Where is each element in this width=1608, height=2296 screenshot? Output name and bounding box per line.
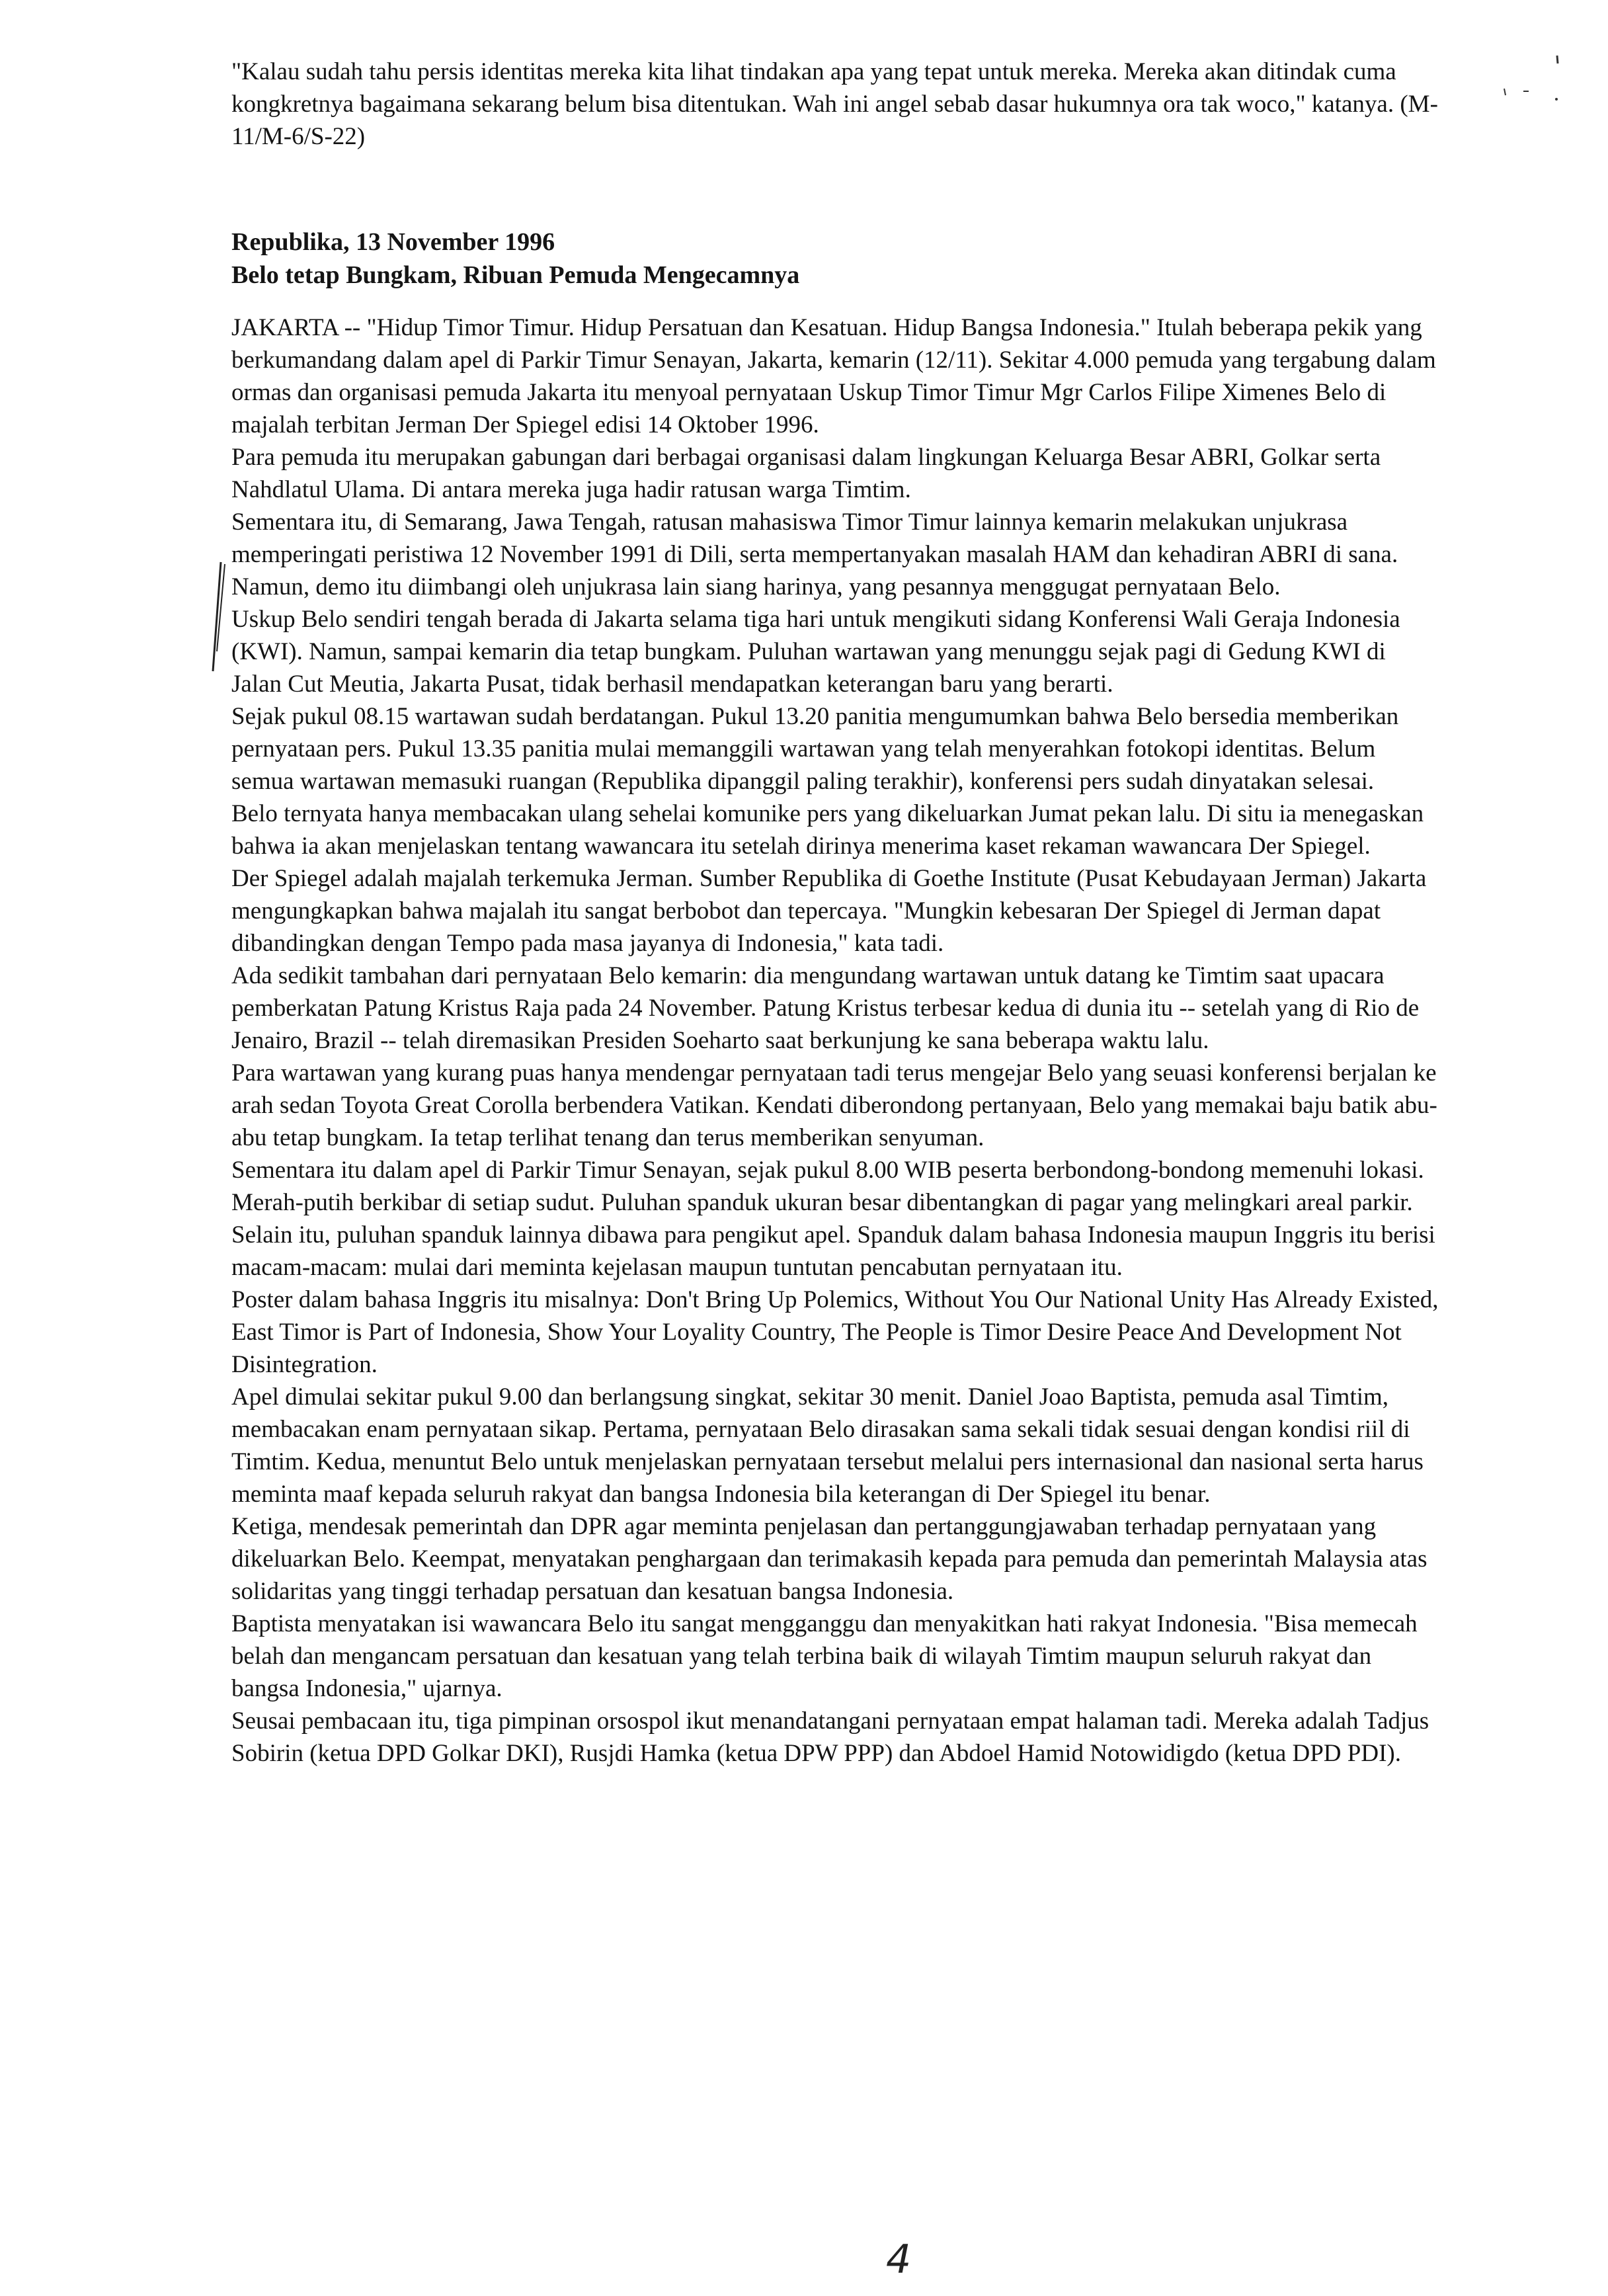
article-body: [231, 311, 1441, 1770]
article-paragraph: Sementara itu, di Semarang, Jawa Tengah, ratusan mahasiswa Timor Timur lainnya kemarin melakukan unjukrasa memperingati peristiwa 12 November 1991 di Dili, serta mempertanyakan masalah HAM dan kehadiran ABRI di sana. Namun, demo itu diimbangi oleh unjukrasa lain siang harinya, yang pesannya menggugat pernyataan Belo.: [231, 509, 1398, 600]
article-paragraph: Ketiga, mendesak pemerintah dan DPR agar meminta penjelasan dan pertanggungjawaban terhadap pernyataan yang dikeluarkan Belo. Keempat, menyatakan penghargaan dan terimakasih kepada para pemuda dan pemerintah Malaysia atas solidaritas yang tinggi terhadap persatuan dan kesatuan bangsa Indonesia.: [231, 1513, 1427, 1605]
page-number: 4: [886, 2236, 912, 2283]
margin-bracket-mark: [206, 559, 226, 678]
article-paragraph: Sementara itu dalam apel di Parkir Timur Senayan, sejak pukul 8.00 WIB peserta berbondong-bondong memenuhi lokasi. Merah-putih berkibar di setiap sudut. Puluhan spanduk ukuran besar dibentangkan di pagar yang melingkari areal parkir. Selain itu, puluhan spanduk lainnya dibawa para pengikut apel. Spanduk dalam bahasa Indonesia maupun Inggris itu berisi macam-macam: mulai dari meminta kejelasan maupun tuntutan pencabutan pernyataan itu.: [231, 1157, 1435, 1281]
document-page: [231, 56, 1441, 1770]
intro-paragraph: "Kalau sudah tahu persis identitas mereka kita lihat tindakan apa yang tepat untuk mereka. Mereka akan ditindak cuma kongkretnya bagaimana sekarang belum bisa ditentukan. Wah ini angel sebab dasar hukumnya ora tak woco," katanya. (M-11/M-6/S-22): [231, 58, 1438, 150]
article-paragraph: Ada sedikit tambahan dari pernyataan Belo kemarin: dia mengundang wartawan untuk datang ke Timtim saat upacara pemberkatan Patung Kristus Raja pada 24 November. Patung Kristus terbesar kedua di dunia itu -- setelah yang di Rio de Jenairo, Brazil -- telah diremasikan Presiden Soeharto saat berkunjung ke sana beberapa waktu lalu.: [231, 962, 1420, 1054]
article-header: [231, 226, 1441, 292]
article-paragraph: Uskup Belo sendiri tengah berada di Jakarta selama tiga hari untuk mengikuti sidang Konferensi Wali Geraja Indonesia (KWI). Namun, sampai kemarin dia tetap bungkam. Puluhan wartawan yang menunggu sejak pagi di Gedung KWI di Jalan Cut Meutia, Jakarta Pusat, tidak berhasil mendapatkan keterangan baru yang berarti.: [231, 606, 1400, 698]
article-paragraph: Sejak pukul 08.15 wartawan sudah berdatangan. Pukul 13.20 panitia mengumumkan bahwa Belo bersedia memberikan pernyataan pers. Pukul 13.35 panitia mulai memanggili wartawan yang telah menyerahkan fotokopi identitas. Belum semua wartawan memasuki ruangan (Republika dipanggil paling terakhir), konferensi pers sudah dinyatakan selesai.: [231, 703, 1399, 795]
article-headline: Belo tetap Bungkam, Ribuan Pemuda Mengecamnya: [231, 261, 800, 289]
article-paragraph: Der Spiegel adalah majalah terkemuka Jerman. Sumber Republika di Goethe Institute (Pusat Kebudayaan Jerman) Jakarta mengungkapkan bahwa majalah itu sangat berbobot dan tepercaya. "Mungkin kebesaran Der Spiegel di Jerman dapat dibandingkan dengan Tempo pada masa jayanya di Indonesia," kata tadi.: [231, 865, 1427, 957]
article-paragraph: Para wartawan yang kurang puas hanya mendengar pernyataan tadi terus mengejar Belo yang seuasi konferensi berjalan ke arah sedan Toyota Great Corolla berbendera Vatikan. Kendati diberondong pertanyaan, Belo yang memakai baju batik abu-abu tetap bungkam. Ia tetap terlihat tenang dan terus memberikan senyuman.: [231, 1059, 1437, 1151]
article-paragraph: Poster dalam bahasa Inggris itu misalnya: Don't Bring Up Polemics, Without You Our National Unity Has Already Existed, East Timor is Part of Indonesia, Show Your Loyality Country, The People is Timor Desire Peace And Development Not Disintegration.: [231, 1286, 1439, 1378]
source-date: Republika, 13 November 1996: [231, 228, 555, 256]
article-paragraph: JAKARTA -- "Hidup Timor Timur. Hidup Persatuan dan Kesatuan. Hidup Bangsa Indonesia." Itulah beberapa pekik yang berkumandang dalam apel di Parkir Timur Senayan, Jakarta, kemarin (12/11). Sekitar 4.000 pemuda yang tergabung dalam ormas dan organisasi pemuda Jakarta itu menyoal pernyataan Uskup Timor Timur Mgr Carlos Filipe Ximenes Belo di majalah terbitan Jerman Der Spiegel edisi 14 Oktober 1996.: [231, 314, 1436, 438]
article-paragraph: Apel dimulai sekitar pukul 9.00 dan berlangsung singkat, sekitar 30 menit. Daniel Joao Baptista, pemuda asal Timtim, membacakan enam pernyataan sikap. Pertama, pernyataan Belo dirasakan sama sekali tidak sesuai dengan kondisi riil di Timtim. Kedua, menuntut Belo untuk menjelaskan pernyataan tersebut melalui pers internasional dan nasional serta harus meminta maaf kepada seluruh rakyat dan bangsa Indonesia bila keterangan di Der Spiegel itu benar.: [231, 1383, 1424, 1508]
article-paragraph: Para pemuda itu merupakan gabungan dari berbagai organisasi dalam lingkungan Keluarga Besar ABRI, Golkar serta Nahdlatul Ulama. Di antara mereka juga hadir ratusan warga Timtim.: [231, 444, 1381, 503]
article-paragraph: Baptista menyatakan isi wawancara Belo itu sangat mengganggu dan menyakitkan hati rakyat Indonesia. "Bisa memecah belah dan mengancam persatuan dan kesatuan yang telah terbina baik di wilayah Timtim maupun seluruh rakyat dan bangsa Indonesia," ujarnya.: [231, 1610, 1418, 1702]
article-paragraph: Seusai pembacaan itu, tiga pimpinan orsospol ikut menandatangani pernyataan empat halaman tadi. Mereka adalah Tadjus Sobirin (ketua DPD Golkar DKI), Rusjdi Hamka (ketua DPW PPP) dan Abdoel Hamid Notowidigdo (ketua DPD PDI).: [231, 1707, 1429, 1767]
article-paragraph: Belo ternyata hanya membacakan ulang sehelai komunike pers yang dikeluarkan Jumat pekan lalu. Di situ ia menegaskan bahwa ia akan menjelaskan tentang wawancara itu setelah dirinya menerima kaset rekaman wawancara Der Spiegel.: [231, 800, 1424, 860]
handwritten-marks: [1488, 46, 1567, 126]
